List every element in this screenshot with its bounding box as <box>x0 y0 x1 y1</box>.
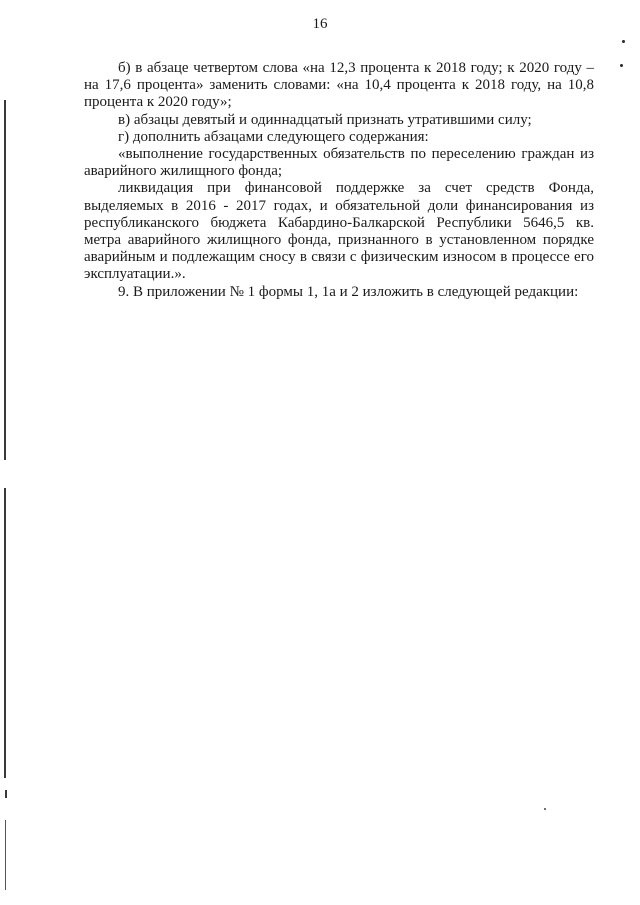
scan-artifact-left-lower <box>5 820 6 890</box>
paragraph-item-b: б) в абзаце четвертом слова «на 12,3 процента к 2018 году; к 2020 году – на 17,6 процента» заменить словами: «на 10,4 процента к 2018 году, на 10,8 процента к 2020 году»; <box>84 60 594 111</box>
paragraph-item-v: в) абзацы девятый и одиннадцатый признать утратившими силу; <box>118 111 532 128</box>
page-number: 16 <box>312 16 328 32</box>
scan-artifact-left-middle <box>4 488 6 778</box>
scan-artifact-right-dot-2 <box>620 64 623 67</box>
scan-artifact-right-dot-1 <box>622 40 625 43</box>
scan-artifact-left-top <box>4 100 6 460</box>
scan-artifact-bottom-dot <box>544 808 546 810</box>
paragraph-liquidation: ликвидация при финансовой поддержке за счет средств Фонда, выделяемых в 2016 - 2017 годах, и обязательной доли финансирования из республиканского бюджета Кабардино-Балкарской Республики 5646,5 кв. метра аварийного жилищного фонда, признанного в установленном порядке аварийным и подлежащим сносу в связи с физическим износом в процессе его эксплуатации.». <box>84 180 594 283</box>
paragraph-item-g: г) дополнить абзацами следующего содержания: <box>118 128 429 145</box>
document-body <box>84 60 594 301</box>
paragraph-quote-start: «выполнение государственных обязательств по переселению граждан из аварийного жилищного фонда; <box>84 146 594 180</box>
scan-artifact-left-bottom <box>5 790 7 798</box>
paragraph-item-9: 9. В приложении № 1 формы 1, 1а и 2 изложить в следующей редакции: <box>118 283 579 300</box>
